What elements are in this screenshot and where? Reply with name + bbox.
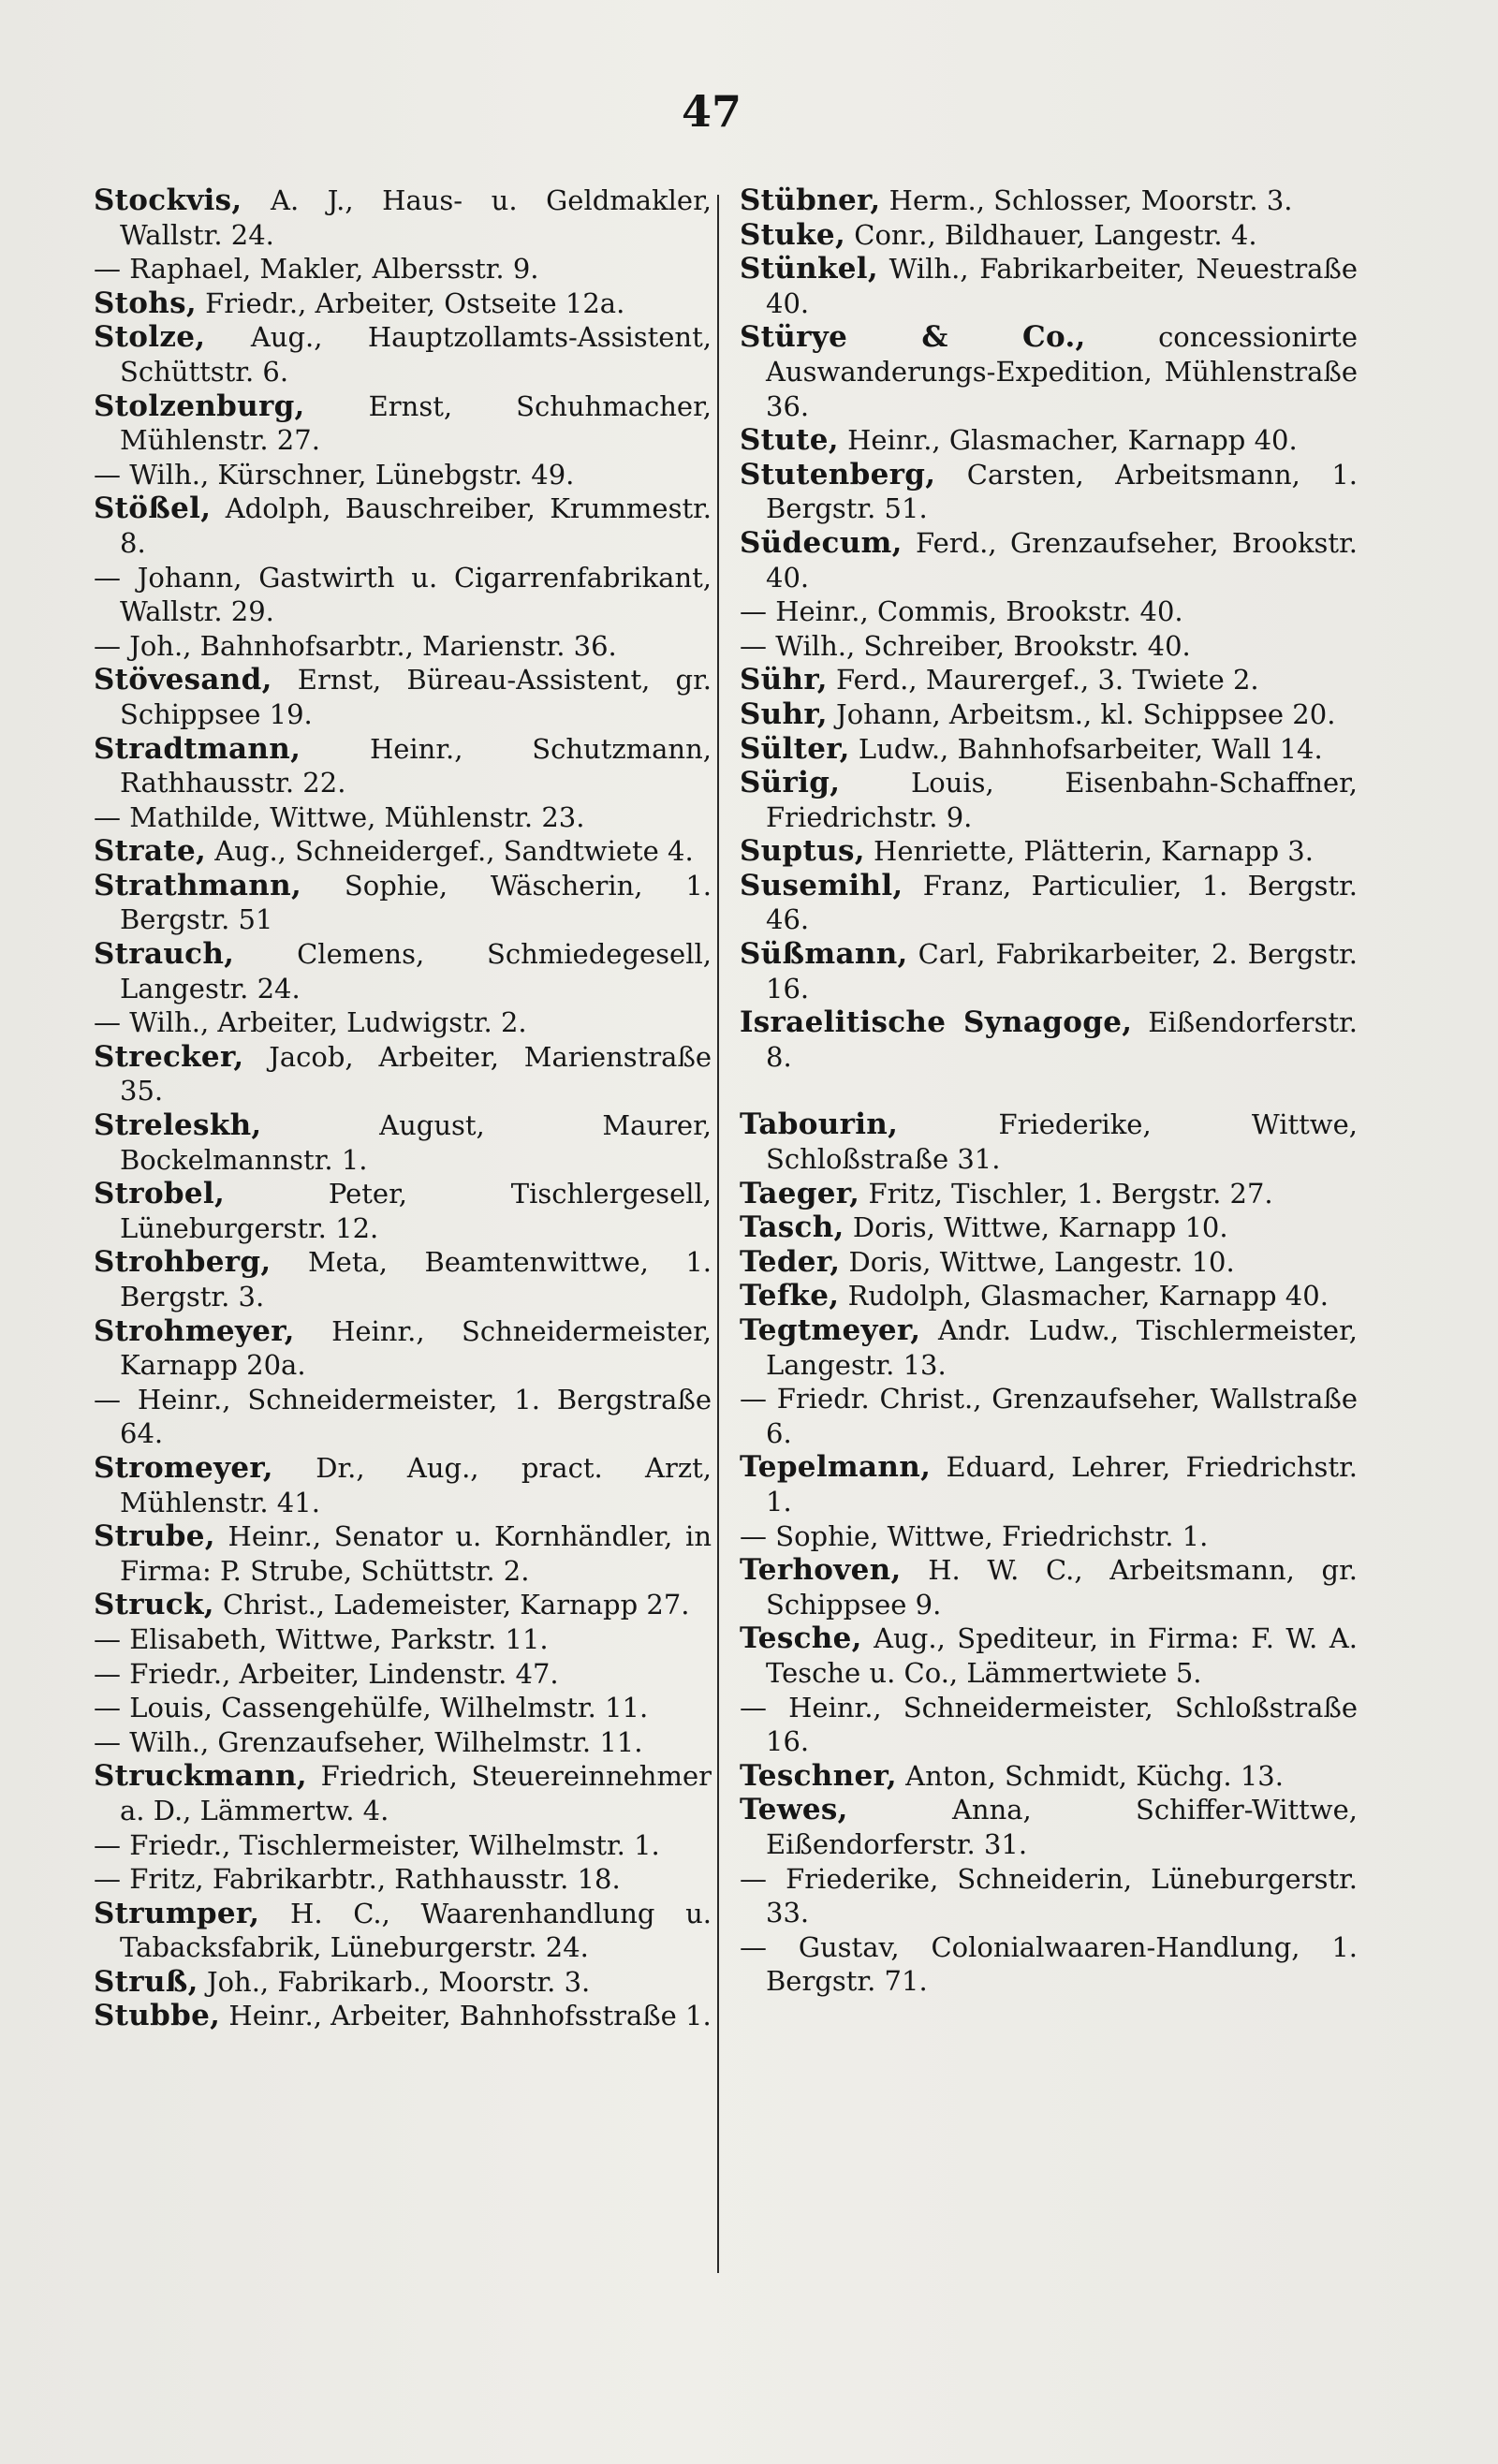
entry-details: Doris, Wittwe, Langestr. 10. — [840, 1245, 1235, 1278]
entry-name: Sürig, — [740, 766, 841, 800]
entry-name: Stünkel, — [740, 252, 878, 286]
entry-name: Teschner, — [740, 1758, 897, 1793]
entry-details: Heinr., Glasmacher, Karnapp 40. — [838, 424, 1298, 457]
entry-name: Strauch, — [94, 937, 235, 972]
entry-details: Andr. Ludw., Tischlermeister, Langestr. 13. — [766, 1314, 1358, 1381]
entry-name: Strathmann, — [94, 868, 302, 902]
entry-details: — Wilh., Schreiber, Brookstr. 40. — [740, 629, 1191, 662]
entry-name: Strecker, — [94, 1039, 244, 1074]
entry-details: Wilh., Fabrikarbeiter, Neuestraße 40. — [766, 253, 1358, 319]
entry-name: Stutenberg, — [740, 457, 936, 491]
directory-entry — [94, 1108, 712, 1177]
entry-details: — Heinr., Schneidermeister, Schloßstraße 16. — [740, 1691, 1358, 1758]
entry-name: Strobel, — [94, 1177, 226, 1211]
directory-entry — [740, 766, 1358, 834]
entry-name: Struck, — [94, 1588, 214, 1622]
directory-entry — [740, 1210, 1358, 1245]
entry-details: Adolph, Bauschreiber, Krummestr. 8. — [120, 492, 712, 559]
entry-details: Eduard, Lehrer, Friedrichstr. 1. — [766, 1451, 1358, 1518]
entry-details: — Raphael, Makler, Albersstr. 9. — [94, 253, 539, 286]
entry-details: — Gustav, Colonialwaaren-Handlung, 1. Bergstr. 71. — [740, 1930, 1358, 1998]
entry-details: Franz, Particulier, 1. Bergstr. 46. — [766, 869, 1358, 936]
column-divider — [717, 195, 719, 2273]
entry-details: — Louis, Cassengehülfe, Wilhelmstr. 11. — [94, 1692, 649, 1724]
entry-details: Dr., Aug., pract. Arzt, Mühlenstr. 41. — [120, 1451, 712, 1518]
right-column — [740, 183, 1358, 1999]
entry-details: August, Maurer, Bockelmannstr. 1. — [120, 1109, 712, 1176]
entry-details: Friedr., Arbeiter, Ostseite 12a. — [196, 286, 625, 319]
directory-entry — [94, 800, 712, 835]
directory-entry — [740, 423, 1358, 458]
directory-entry — [740, 1621, 1358, 1690]
entry-details: Aug., Hauptzollamts-Assistent, Schüttstr. 6. — [120, 321, 712, 388]
entry-details: — Sophie, Wittwe, Friedrichstr. 1. — [740, 1519, 1209, 1552]
entry-details: — Friedr., Arbeiter, Lindenstr. 47. — [94, 1657, 559, 1690]
entry-details: — Johann, Gastwirth u. Cigarrenfabrikant, Wallstr. 29. — [94, 561, 712, 628]
directory-entry — [740, 1107, 1358, 1176]
directory-entry — [94, 869, 712, 937]
directory-entry — [94, 320, 712, 389]
directory-entry — [740, 697, 1358, 732]
entry-details: — Wilh., Arbeiter, Ludwigstr. 2. — [94, 1006, 527, 1039]
entry-details: H. C., Waarenhandlung u. Tabacksfabrik, Lüneburgerstr. 24. — [120, 1897, 712, 1964]
entry-name: Stößel, — [94, 491, 212, 526]
directory-entry — [94, 286, 712, 321]
directory-entry — [94, 1451, 712, 1519]
directory-entry — [94, 1999, 712, 2033]
entry-name: Tepelmann, — [740, 1450, 932, 1485]
entry-details: — Wilh., Kürschner, Lünebgstr. 49. — [94, 458, 575, 491]
entry-name: Stohs, — [94, 286, 197, 320]
entry-name: Stockvis, — [94, 183, 242, 217]
entry-name: Tasch, — [740, 1210, 844, 1245]
entry-name: Süßmann, — [740, 937, 908, 972]
directory-entry — [94, 1588, 712, 1622]
entry-details: Carsten, Arbeitsmann, 1. Bergstr. 51. — [766, 458, 1358, 525]
entry-name: Strate, — [94, 834, 207, 869]
directory-entry — [740, 869, 1358, 937]
entry-details: Ernst, Schuhmacher, Mühlenstr. 27. — [120, 389, 712, 457]
directory-entry — [94, 1897, 712, 1965]
directory-entry — [740, 183, 1358, 218]
entry-name: Stradtmann, — [94, 731, 301, 766]
entry-details: Doris, Wittwe, Karnapp 10. — [844, 1211, 1228, 1244]
directory-entry — [94, 937, 712, 1005]
entry-name: Tewes, — [740, 1793, 848, 1827]
directory-entry — [94, 252, 712, 286]
entry-details: H. W. C., Arbeitsmann, gr. Schippsee 9. — [766, 1554, 1358, 1621]
directory-entry — [94, 1177, 712, 1245]
entry-details: Ludw., Bahnhofsarbeiter, Wall 14. — [849, 732, 1323, 765]
directory-entry — [94, 491, 712, 560]
directory-entry — [740, 1862, 1358, 1930]
entry-details: Friederike, Wittwe, Schloßstraße 31. — [766, 1108, 1358, 1176]
directory-entry — [94, 1759, 712, 1827]
entry-details: Henriette, Plätterin, Karnapp 3. — [864, 835, 1314, 868]
entry-details: Fritz, Tischler, 1. Bergstr. 27. — [859, 1177, 1273, 1210]
directory-entry — [740, 1177, 1358, 1211]
section-gap — [740, 1074, 1358, 1107]
entry-details: Anna, Schiffer-Wittwe, Eißendorferstr. 31. — [766, 1794, 1358, 1860]
entry-name: Tegtmeyer, — [740, 1313, 921, 1347]
entry-details: Ernst, Büreau-Assistent, gr. Schippsee 19. — [120, 664, 712, 730]
entry-name: Terhoven, — [740, 1553, 902, 1588]
directory-entry — [94, 561, 712, 629]
directory-entry — [94, 1040, 712, 1108]
entry-name: Tefke, — [740, 1279, 840, 1313]
entry-name: Stövesand, — [94, 663, 272, 697]
directory-entry — [740, 1245, 1358, 1280]
directory-entry — [94, 1314, 712, 1383]
entry-details: — Fritz, Fabrikarbtr., Rathhausstr. 18. — [94, 1863, 621, 1896]
entry-name: Strohmeyer, — [94, 1313, 295, 1348]
directory-entry — [740, 1005, 1358, 1074]
left-column — [94, 183, 712, 2033]
directory-entry — [94, 1519, 712, 1588]
entry-name: Stromeyer, — [94, 1450, 273, 1485]
entry-details: — Friedr., Tischlermeister, Wilhelmstr. 1. — [94, 1828, 660, 1861]
directory-entry — [94, 1862, 712, 1897]
entry-details: Heinr., Senator u. Kornhändler, in Firma: P. Strube, Schüttstr. 2. — [120, 1520, 712, 1587]
entry-details: Peter, Tischlergesell, Lüneburgerstr. 12. — [120, 1178, 712, 1244]
entry-details: Heinr., Schutzmann, Rathhausstr. 22. — [120, 732, 712, 799]
entry-details: Ferd., Grenzaufseher, Brookstr. 40. — [766, 526, 1358, 594]
directory-entry — [94, 732, 712, 800]
page-number: 47 — [681, 86, 742, 137]
entry-name: Teder, — [740, 1244, 841, 1279]
entry-details: Clemens, Schmiedegesell, Langestr. 24. — [120, 938, 712, 1005]
directory-entry — [740, 1759, 1358, 1794]
entry-details: — Heinr., Commis, Brookstr. 40. — [740, 595, 1183, 628]
entry-details: Eißendorferstr. 8. — [766, 1006, 1358, 1073]
entry-details: Louis, Eisenbahn-Schaffner, Friedrichstr. 9. — [766, 767, 1358, 833]
directory-entry — [740, 663, 1358, 697]
entry-name: Tabourin, — [740, 1107, 899, 1142]
directory-entry — [94, 1691, 712, 1725]
entry-details: Rudolph, Glasmacher, Karnapp 40. — [839, 1280, 1329, 1313]
entry-name: Stürye & Co., — [740, 320, 1086, 355]
entry-details: — Heinr., Schneidermeister, 1. Bergstraße 64. — [94, 1383, 712, 1450]
entry-name: Streleskh, — [94, 1108, 262, 1143]
directory-entry — [740, 1313, 1358, 1382]
entry-name: Israelitische Synagoge, — [740, 1005, 1133, 1040]
entry-details: — Mathilde, Wittwe, Mühlenstr. 23. — [94, 800, 585, 833]
entry-name: Sülter, — [740, 731, 850, 766]
entry-details: Jacob, Arbeiter, Marienstraße 35. — [120, 1040, 712, 1107]
entry-name: Struß, — [94, 1964, 198, 1999]
directory-entry — [740, 1382, 1358, 1450]
directory-entry — [94, 1622, 712, 1657]
entry-details: — Friederike, Schneiderin, Lüneburgerstr. 33. — [740, 1862, 1358, 1929]
entry-details: Ferd., Maurergef., 3. Twiete 2. — [827, 664, 1259, 697]
directory-entry — [94, 629, 712, 664]
directory-entry — [740, 1691, 1358, 1759]
entry-details: Sophie, Wäscherin, 1. Bergstr. 51 — [120, 869, 712, 936]
directory-entry — [740, 937, 1358, 1005]
entry-details: Heinr., Arbeiter, Bahnhofsstraße 1. — [220, 2000, 712, 2032]
entry-details: Aug., Spediteur, in Firma: F. W. A. Tesche u. Co., Lämmertwiete 5. — [766, 1622, 1358, 1689]
directory-entry — [740, 218, 1358, 253]
entry-details: — Joh., Bahnhofsarbtr., Marienstr. 36. — [94, 629, 617, 662]
entry-name: Suptus, — [740, 834, 865, 869]
entry-details: Joh., Fabrikarb., Moorstr. 3. — [198, 1965, 591, 1998]
entry-name: Tesche, — [740, 1621, 862, 1656]
directory-entry — [94, 1383, 712, 1451]
entry-name: Susemihl, — [740, 868, 903, 902]
entry-details: Herm., Schlosser, Moorstr. 3. — [880, 184, 1293, 216]
entry-name: Suhr, — [740, 697, 828, 731]
entry-name: Stolzenburg, — [94, 389, 305, 423]
entry-details: Aug., Schneidergef., Sandtwiete 4. — [206, 835, 694, 868]
directory-entry — [94, 183, 712, 252]
directory-entry — [94, 1828, 712, 1863]
entry-name: Sühr, — [740, 663, 828, 697]
directory-entry — [740, 834, 1358, 869]
directory-entry — [94, 834, 712, 869]
directory-entry — [740, 320, 1358, 423]
entry-name: Stuke, — [740, 217, 846, 252]
entry-name: Strohberg, — [94, 1245, 272, 1280]
directory-entry — [740, 1279, 1358, 1313]
entry-details: — Friedr. Christ., Grenzaufseher, Wallstraße 6. — [740, 1383, 1358, 1449]
entry-details: — Wilh., Grenzaufseher, Wilhelmstr. 11. — [94, 1725, 643, 1758]
entry-details: Heinr., Schneidermeister, Karnapp 20a. — [120, 1314, 712, 1382]
directory-entry — [94, 1657, 712, 1692]
directory-entry — [740, 458, 1358, 526]
entry-name: Stolze, — [94, 320, 206, 355]
directory-entry — [94, 663, 712, 731]
directory-entry — [740, 1930, 1358, 1999]
directory-entry — [740, 732, 1358, 767]
directory-entry — [740, 594, 1358, 629]
directory-entry — [94, 1725, 712, 1760]
entry-name: Struckmann, — [94, 1759, 307, 1794]
entry-name: Stubbe, — [94, 1999, 221, 2033]
entry-name: Strube, — [94, 1519, 215, 1554]
directory-entry — [740, 526, 1358, 594]
entry-name: Taeger, — [740, 1176, 860, 1210]
directory-entry — [94, 1965, 712, 2000]
directory-entry — [740, 1519, 1358, 1554]
entry-details: concessionirte Auswanderungs-Expedition, Mühlenstraße 36. — [766, 321, 1358, 422]
directory-entry — [740, 1553, 1358, 1621]
entry-name: Stübner, — [740, 183, 881, 217]
entry-name: Südecum, — [740, 525, 903, 560]
directory-entry — [94, 389, 712, 458]
directory-entry — [94, 1245, 712, 1313]
entry-details: Conr., Bildhauer, Langestr. 4. — [845, 218, 1257, 251]
entry-details: Anton, Schmidt, Küchg. 13. — [896, 1759, 1284, 1792]
directory-entry — [740, 629, 1358, 664]
entry-name: Strumper, — [94, 1896, 260, 1930]
entry-details: A. J., Haus- u. Geldmakler, Wallstr. 24. — [120, 184, 712, 251]
entry-details: Johann, Arbeitsm., kl. Schippsee 20. — [827, 697, 1336, 730]
directory-entry — [740, 1450, 1358, 1518]
directory-entry — [740, 252, 1358, 320]
directory-entry — [94, 1005, 712, 1040]
entry-details: Meta, Beamtenwittwe, 1. Bergstr. 3. — [120, 1246, 712, 1313]
entry-details: Christ., Lademeister, Karnapp 27. — [213, 1589, 690, 1621]
entry-details: Friedrich, Steuereinnehmer a. D., Lämmertw. 4. — [120, 1760, 712, 1826]
directory-entry — [740, 1793, 1358, 1861]
directory-entry — [94, 458, 712, 492]
entry-name: Stute, — [740, 423, 839, 458]
entry-details: Carl, Fabrikarbeiter, 2. Bergstr. 16. — [766, 938, 1358, 1005]
entry-details: — Elisabeth, Wittwe, Parkstr. 11. — [94, 1622, 549, 1655]
